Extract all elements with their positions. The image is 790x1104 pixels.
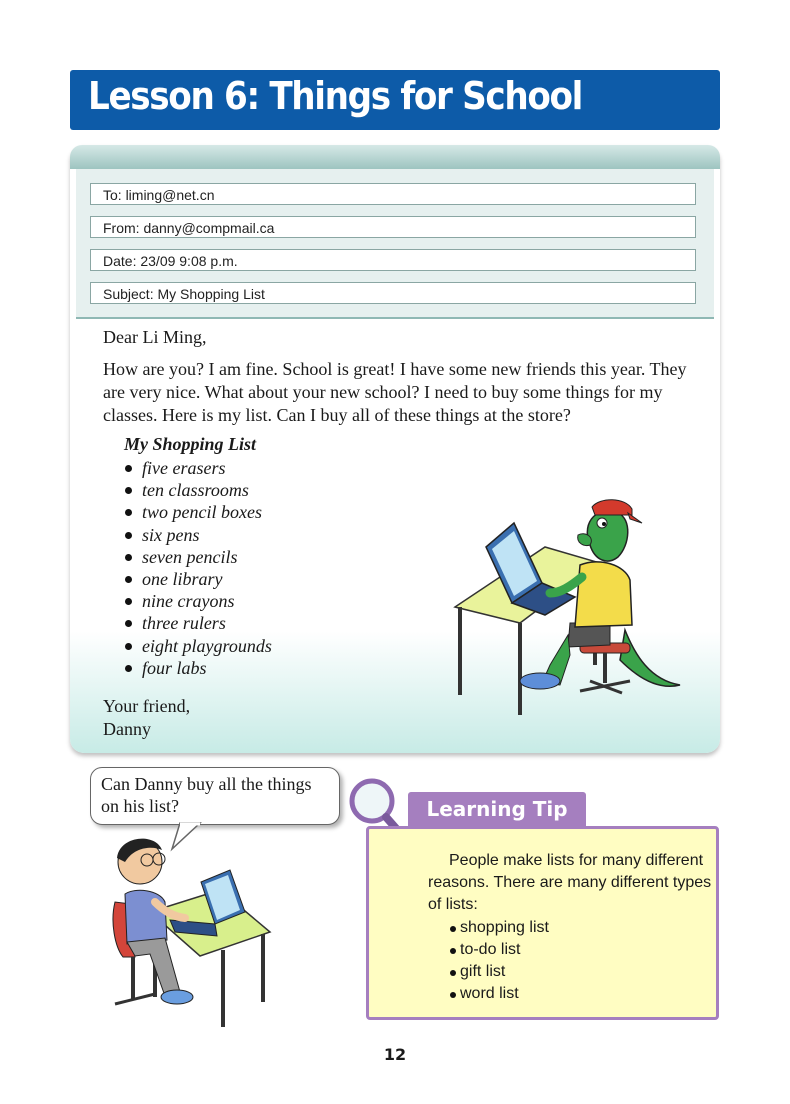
list-item: word list (428, 983, 713, 1005)
list-item: ten classrooms (124, 479, 272, 501)
list-item: three rulers (124, 612, 272, 634)
email-body: How are you? I am fine. School is great! I have some new friends this year. They are very nice. What about your new school? I need to buy some things for my classes. Here is my list. Can I buy all of these things at the store? (103, 359, 687, 425)
learning-tip-intro: People make lists for many different reasons. There are many different types of lists: (428, 852, 712, 914)
email-to-field[interactable]: To: liming@net.cn (90, 183, 696, 205)
learning-tip-title: Learning Tip (408, 792, 586, 826)
dinosaur-laptop-illustration (450, 495, 690, 720)
learning-tip-list (428, 917, 713, 1006)
email-date-field[interactable]: Date: 23/09 9:08 p.m. (90, 249, 696, 271)
email-header (76, 169, 714, 319)
speech-bubble (90, 767, 340, 825)
list-item: to-do list (428, 939, 713, 961)
list-item: shopping list (428, 917, 713, 939)
lesson-title: Lesson 6: Things for School (88, 74, 582, 118)
list-item: four labs (124, 657, 272, 679)
shopping-list-title: My Shopping List (124, 434, 257, 454)
list-item: two pencil boxes (124, 501, 272, 523)
list-item: six pens (124, 524, 272, 546)
email-signature: Danny (103, 719, 151, 739)
email-panel-tab (70, 145, 720, 169)
shopping-list (124, 457, 272, 679)
email-signoff (103, 695, 190, 741)
email-from-field[interactable]: From: danny@compmail.ca (90, 216, 696, 238)
email-subject-field[interactable]: Subject: My Shopping List (90, 282, 696, 304)
list-item: five erasers (124, 457, 272, 479)
list-item: gift list (428, 961, 713, 983)
list-item: seven pencils (124, 546, 272, 568)
list-item: eight playgrounds (124, 635, 272, 657)
speech-bubble-text: Can Danny buy all the things on his list? (101, 774, 312, 816)
email-closing: Your friend, (103, 696, 191, 716)
page-number: 12 (383, 1045, 407, 1064)
learning-tip-content (428, 850, 713, 1005)
email-letter (103, 326, 703, 427)
lesson-title-bar (70, 70, 720, 130)
list-item: nine crayons (124, 590, 272, 612)
boy-laptop-illustration (105, 832, 275, 1027)
email-greeting: Dear Li Ming, (103, 327, 207, 347)
list-item: one library (124, 568, 272, 590)
